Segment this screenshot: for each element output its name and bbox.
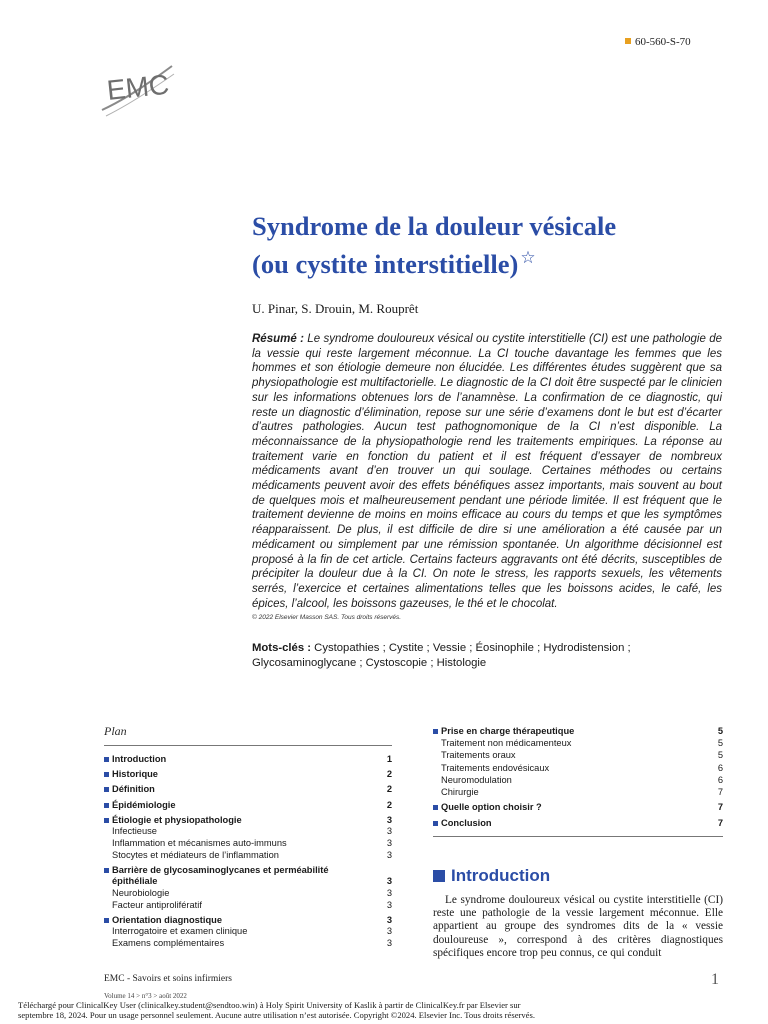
toc-item-page: 5 [717, 750, 723, 761]
toc-item-label: Traitements oraux [441, 750, 516, 761]
section-heading [433, 866, 550, 886]
toc-item-page: 3 [386, 826, 392, 837]
toc-item-label: Chirurgie [441, 787, 479, 797]
toc-item-page: 7 [717, 787, 723, 797]
toc-item[interactable] [104, 926, 392, 936]
table-of-contents-left [104, 754, 392, 964]
introduction-paragraph: Le syndrome douloureux vésical ou cystite interstitielle (CI) reste une pathologie de la vessie largement méconnue. Elle appartient au groupe des syndromes dits de la « vessie douloureuse », correspond à des critères diagnostiques spécifiques encore trop peu connus, ce qui conduit [433, 894, 723, 959]
toc-item[interactable] [433, 775, 723, 785]
toc-item[interactable] [433, 726, 723, 736]
keywords [252, 641, 722, 670]
toc-item-page: 7 [717, 802, 723, 813]
toc-item-label: Stocytes et médiateurs de l’inflammation [112, 849, 279, 860]
article-title [252, 210, 732, 280]
toc-item[interactable] [433, 763, 723, 773]
toc-item-page: 5 [717, 738, 723, 749]
toc-item[interactable] [104, 826, 392, 836]
toc-item-page: 6 [717, 774, 723, 785]
toc-item[interactable] [104, 938, 392, 948]
toc-item-label: Inflammation et mécanismes auto-immuns [112, 838, 287, 848]
toc-item-label: Étiologie et physiopathologie [104, 815, 242, 825]
copyright: © 2022 Elsevier Masson SAS. Tous droits réservés. [252, 614, 402, 621]
title-line-2: (ou cystite interstitielle) [252, 249, 519, 279]
toc-item[interactable] [104, 850, 392, 860]
toc-item-label: Neurobiologie [112, 888, 170, 898]
toc-item[interactable] [104, 838, 392, 848]
section-heading-text: Introduction [451, 866, 551, 885]
toc-item-page: 3 [386, 914, 392, 925]
toc-item[interactable] [104, 784, 392, 794]
toc-item-label: Orientation diagnostique [104, 915, 222, 925]
toc-item-page: 7 [717, 817, 723, 828]
toc-item[interactable] [433, 802, 723, 812]
toc-item-page: 6 [717, 762, 723, 773]
toc-item[interactable] [433, 750, 723, 760]
toc-item-label: Barrière de glycosaminoglycanes et perméabilité [104, 865, 329, 875]
toc-item-label: Quelle option choisir ? [433, 802, 542, 812]
blue-square-icon [433, 870, 445, 882]
plan-divider-right [433, 836, 723, 837]
toc-item[interactable] [104, 800, 392, 810]
toc-item-label: Facteur antiprolifératif [112, 899, 202, 910]
toc-item-page: 2 [386, 769, 392, 780]
keywords-text: Cystopathies ; Cystite ; Vessie ; Éosinophile ; Hydrodistension ; Glycosaminoglycane ; Cystoscopie ; Histologie [252, 642, 631, 669]
toc-item[interactable] [433, 738, 723, 748]
toc-item-page: 3 [386, 876, 392, 887]
download-notice-line-2: septembre 18, 2024. Pour un usage personnel seulement. Aucune autre utilisation n’est autorisée. Copyright ©2024. Elsevier Inc. Tous droits réservés. [18, 1010, 535, 1020]
volume-info: Volume 14 > n°3 > août 2022 [104, 992, 187, 1000]
star-note-icon[interactable]: ☆ [520, 248, 536, 267]
document-code [625, 36, 691, 48]
toc-item[interactable] [104, 865, 392, 875]
toc-item-page: 3 [386, 838, 392, 848]
journal-name: EMC - Savoirs et soins infirmiers [104, 974, 232, 984]
toc-item-label: Neuromodulation [441, 774, 512, 785]
download-notice [18, 1000, 578, 1020]
toc-item-page: 5 [717, 726, 723, 736]
toc-item-page: 3 [386, 888, 392, 898]
plan-divider [104, 745, 392, 746]
toc-item[interactable] [104, 769, 392, 779]
toc-item[interactable] [433, 818, 723, 828]
toc-item[interactable] [104, 915, 392, 925]
toc-item-page: 3 [386, 938, 392, 948]
abstract [252, 332, 722, 611]
keywords-label: Mots-clés : [252, 642, 312, 654]
download-notice-line-1: Téléchargé pour ClinicalKey User (clinicalkey.student@sendtoo.win) à Holy Spirit University of Kaslik à partir de ClinicalKey.fr par Elsevier sur [18, 1000, 521, 1010]
orange-square-icon [625, 38, 631, 44]
emc-logo-text: EMC [105, 68, 171, 106]
toc-item[interactable] [433, 787, 723, 797]
abstract-text: Le syndrome douloureux vésical ou cystite interstitielle (CI) est une pathologie de la vessie qui reste largement méconnue. La CI touche davantage les femmes que les hommes et son étiologie demeure non élucidée. Les différentes études suggèrent que sa physiopathologie est multifactorielle. Le diagnostic de la CI doit être suspecté par le clinicien sur les informations obtenues lors de l’anamnèse. La confirmation de ce diagnostic, qui reste un diagnostic d’élimination, repose sur une série d’examens dont le but est d’écarter d’autres pathologies. Aucun test pathognomonique de la CI n’est disponible. La méconnaissance de la physiopathologie rend les traitements empiriques. La réponse au traitement varie en fonction du patient et il est fréquent d’essayer de nombreux médicaments avant d’en trouver un qui soulage. Certaines méthodes ou certains médicaments peuvent avoir des effets bénéfiques assez importants, mais souvent au bout de quelques mois et malheureusement pendant une période limitée. Il est fréquent que le traitement devienne de moins en moins efficace au cours du temps et que les symptômes réapparaissent. De plus, il est difficile de dire si une amélioration a été causée par un médicament ou simplement par une rémission spontanée. Un algorithme décisionnel est proposé à la fin de cet article. Certains facteurs aggravants ont été décrits, susceptibles de précipiter la douleur due à la CI. On note le stress, les rapports sexuels, les vêtements serrés, l’exercice et certaines alimentations telles que les boissons acides, le café, les épices, l’alcool, les boissons gazeuses, le thé et le chocolat. [252, 333, 722, 610]
toc-item-label: Traitements endovésicaux [441, 762, 550, 773]
toc-item-page: 3 [386, 926, 392, 937]
title-line-1: Syndrome de la douleur vésicale [252, 211, 617, 241]
toc-item[interactable] [104, 876, 392, 886]
toc-item-label: Examens complémentaires [112, 938, 225, 948]
toc-item[interactable] [104, 900, 392, 910]
toc-item-label: Interrogatoire et examen clinique [112, 926, 248, 937]
page-number: 1 [711, 971, 719, 988]
toc-item[interactable] [104, 815, 392, 825]
table-of-contents-right [433, 726, 723, 836]
toc-item-label: Traitement non médicamenteux [441, 738, 572, 749]
toc-item-page: 3 [386, 849, 392, 860]
toc-item-label: Définition [104, 784, 155, 794]
toc-item-label: Prise en charge thérapeutique [433, 726, 574, 736]
abstract-lead: Résumé : [252, 333, 304, 345]
toc-item-page: 2 [386, 784, 392, 795]
toc-item[interactable] [104, 888, 392, 898]
toc-item-label: Infectieuse [112, 826, 157, 837]
emc-logo [98, 58, 178, 118]
toc-item-label: Épidémiologie [104, 800, 176, 810]
toc-item-label: Historique [104, 769, 158, 779]
toc-item-page: 2 [386, 799, 392, 810]
toc-item-label: Introduction [104, 754, 166, 764]
toc-item-page: 1 [386, 754, 392, 764]
toc-item-label: Conclusion [433, 818, 492, 828]
toc-item-page: 3 [386, 814, 392, 825]
plan-label: Plan [104, 724, 127, 738]
authors: U. Pinar, S. Drouin, M. Rouprêt [252, 301, 419, 316]
toc-item-label: épithéliale [112, 876, 158, 887]
toc-item[interactable] [104, 754, 392, 764]
document-code-text: 60-560-S-70 [635, 36, 691, 48]
toc-item-page: 3 [386, 899, 392, 910]
